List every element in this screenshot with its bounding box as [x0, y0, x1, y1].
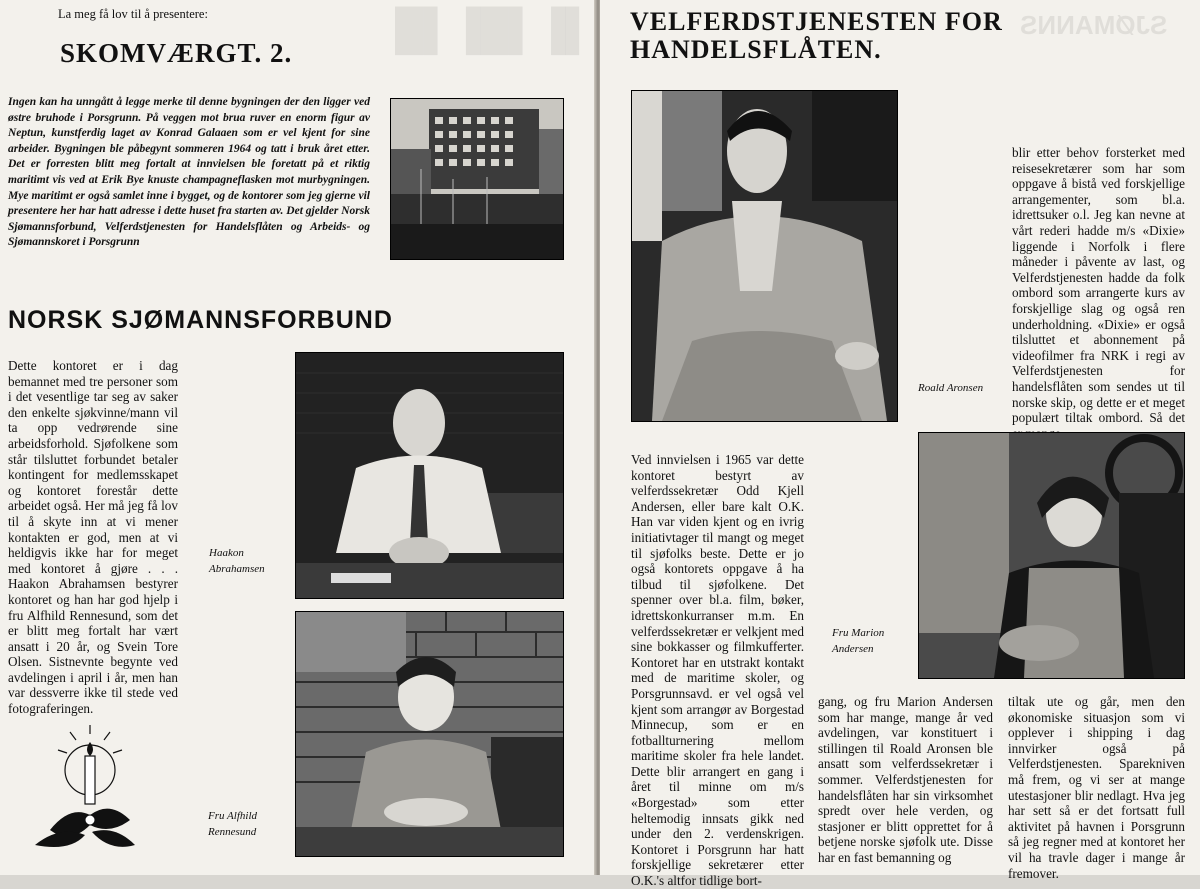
- column-1: Ved innvielsen i 1965 var dette kontoret bestyrt av velferdssekretær Odd Kjell Andersen, eller bare kalt O.K. Han var viden kjent og en ivrig initiativtager til mangt og meget til sjøfolks beste. Dette er jo også kontorets oppgave å ha tilbud til sjøfolkene. Det spenner over bl.a. film, bøker, idrettskonkurranser m.m. En velferdssekretær er velkjent med sine bokkasser og filmkufferter. Kontoret har en utstrakt kontakt med de maritime skoler, og Porsgrunnsavd. er vel også vel kjent som arrangør av Borgestad Minnecup, som er en fotballturnering mellom maritime skoler fra hele landet. Dette blir arrangert en gang i året til minne om m/s «Borgestad» som etter heltemodig innsats gikk ned under den 2. verdenskrigen. Kontoret i Porsgrunn har hatt forskjellige sekretærer etter O.K.'s altfor tidlige bort-: [631, 452, 804, 889]
- show-through-text: SJØMANNS: [1020, 10, 1168, 40]
- roald-photo: [631, 90, 898, 422]
- caption-haakon: Haakon Abrahamsen: [209, 547, 265, 575]
- title-line-2: HANDELSFLÅTEN.: [630, 35, 882, 64]
- intro-paragraph: Ingen kan ha unngått å legge merke til denne bygningen der den ligger ved østre bruhode i Porsgrunn. På veggen mot brua ruver en enorm figur av Neptun, kunstferdig laget av Konrad Galaaen som er vel kjent for sine arbeider. Bygningen ble påbegynt sommeren 1964 og tatt i bruk året etter. Det er forresten blitt meg fortalt at innvielsen ble foretatt på et riktig maritimt vis ved at Erik Bye knuste champagneflasken mot murbygningen. Mye maritimt er også samlet inne i bygget, og de kontorer som jeg gjerne vil presentere her har hatt adresse i dette huset fra starten av. Det gjelder Norsk Sjømannsforbund, Velferdstjenesten for Handelsflåten og Arbeids- og Sjømannskoret i Porsgrunn: [8, 96, 370, 249]
- section-heading: NORSK SJØMANNSFORBUND: [8, 306, 393, 334]
- alfhild-photo-illustration: [296, 612, 563, 856]
- page-title: [630, 8, 1003, 64]
- marion-photo: [918, 432, 1185, 679]
- title-line-1: VELFERDSTJENESTEN FOR: [630, 7, 1003, 36]
- building-photo: [390, 98, 564, 260]
- right-page: [600, 0, 1200, 889]
- roald-photo-illustration: [632, 91, 897, 421]
- column-3: tiltak ute og går, men den økonomiske situasjon som vi opplever i shipping i dag innvirker også på Velferdstjenesten. Sparekniven må frem, og vi ser at mange utestasjoner blir nedlagt. Hva jeg har sett så er det fortsatt full aktivitet på havnen i Porsgrunn så jeg regner med at kontoret her vil ha travle dager i mange år fremover.: [1008, 694, 1185, 881]
- page-title: SKOMVÆRGT. 2.: [60, 38, 293, 68]
- show-through-text: █▌▐█▌▐▌: [395, 8, 594, 52]
- caption-roald: Roald Aronsen: [918, 382, 984, 394]
- column-2: gang, og fru Marion Andersen som har mange, mange år ved avdelingen, var konstituert i stillingen til Roald Aronsen ble ansatt som velferdssekretær i sommer. Velferdstjenesten for handelsflåten har sin virksomhet spredt over hele verden, og stasjoner er blitt opprettet for å betjene norske sjøfolk ute. Disse har en fast bemanning og: [818, 694, 993, 865]
- haakon-photo: [295, 352, 564, 599]
- left-page: [0, 0, 596, 875]
- building-photo-illustration: [391, 99, 563, 259]
- intro-line: La meg få lov til å presentere:: [58, 7, 208, 21]
- alfhild-photo: [295, 611, 564, 857]
- marion-photo-illustration: [919, 433, 1184, 678]
- haakon-photo-illustration: [296, 353, 563, 598]
- caption-alfhild: Fru Alfhild Rennesund: [208, 810, 257, 838]
- caption-marion: Fru Marion Andersen: [832, 627, 885, 655]
- body-text: Dette kontoret er i dag bemannet med tre personer som i det vesentlige tar seg av saker den enkelte sjøkvinne/mann vil ta opp vedrørende sine arbeidsforhold. Sjøfolkene som står tilsluttet forbundet betaler kontingent for medlemsskapet og kontoret forestår dette arbeidet også. Her må jeg få lov til å skyte inn at vi mener kontakten er god, men at vi heldigvis ikke har for meget med kontoret å gjøre . . . Haakon Abrahamsen bestyrer kontoret og han har god hjelp i fru Alfhild Rennesund, som det er blitt meg fortalt har vært ansatt i 20 år, og Svein Tore Olsen. Sistnevnte begynte ved avdelingen i april i år, men han var dessverre ikke til stede ved fotograferingen.: [8, 358, 178, 717]
- christmas-candle-illustration: [30, 720, 145, 860]
- column-top-right: blir etter behov forsterket med reisesekretærer som har som oppgave å bistå ved forskjellige arrangementer, som bl.a. idrettsuker o.l. Jeg kan nevne at vårt rederi hadde m/s «Dixie» liggende i Norfolk i flere måneder i påvente av last, og Velferdstjenesten hadde da folk ombord som arrangerte kurs av forskjellige slag og også ren underholdning. «Dixie» er også tilsluttet et abonnement på videofilmer fra NRK i regi av Velferdstjenesten for handelsflåten som sendes ut til norske skip, og dette er et meget populært tiltak ombord. Så det: [1012, 145, 1185, 426]
